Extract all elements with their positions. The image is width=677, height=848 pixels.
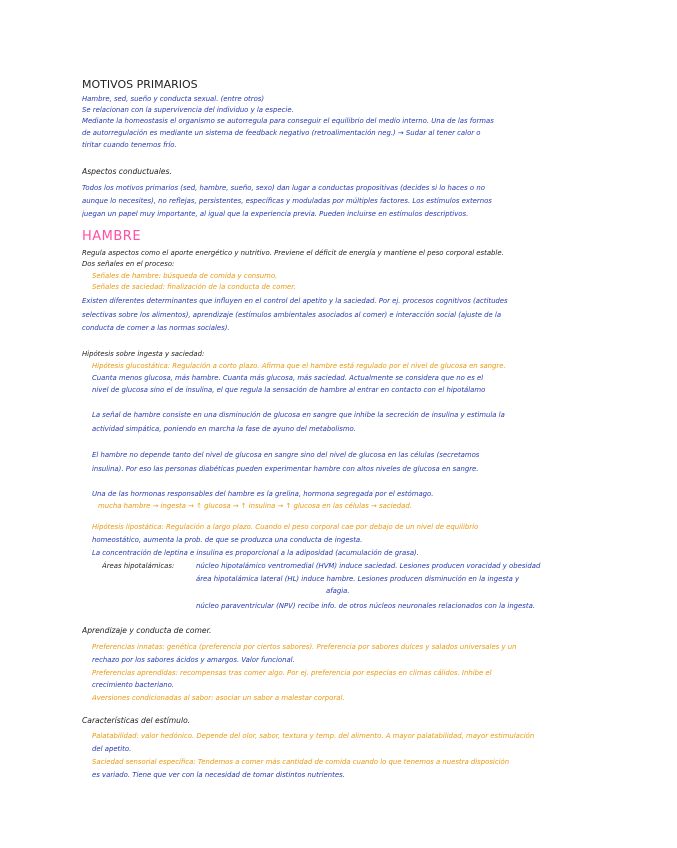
note-line: Saciedad sensorial específica: Tendemos a comer más cantidad de comida cuando lo que tenemos a nuestra disposición [92, 758, 510, 766]
note-line: afagia. [326, 587, 350, 595]
note-line: Hipótesis lipostática: Regulación a largo plazo. Cuando el peso corporal cae por debajo de un nivel de equilibrio [92, 523, 479, 531]
note-line: La señal de hambre consiste en una disminución de glucosa en sangre que inhibe la secreción de insulina y estimula la [92, 411, 505, 419]
section-title-hambre: HAMBRE [82, 229, 142, 244]
note-line: Regula aspectos como el aporte energético y nutritivo. Previene el déficit de energía y mantiene el peso corporal estable. [82, 249, 504, 257]
note-line: insulina). Por eso las personas diabéticas pueden experimentar hambre con altos niveles de glucosa en sangre. [92, 465, 479, 473]
note-line: Cuanta menos glucosa, más hambre. Cuanta más glucosa, más saciedad. Actualmente se considera que no es el [92, 374, 484, 382]
section-title-motivos: MOTIVOS PRIMARIOS [82, 78, 198, 91]
note-line: de autorregulación es mediante un sistema de feedback negativo (retroalimentación neg.) → Sudar al tener calor o [82, 129, 481, 137]
note-line: selectivas sobre los alimentos), aprendizaje (estímulos ambientales asociados al comer) e interacción social (ajuste de la [82, 311, 502, 319]
section-title-hipotesis: Hipótesis sobre ingesta y saciedad: [82, 350, 205, 358]
note-line: conducta de comer a las normas sociales). [82, 324, 230, 332]
note-line: juegan un papel muy importante, al igual que la experiencia previa. Pueden incluirse en estímulos descriptivos. [82, 210, 469, 218]
section-title-aprendizaje: Aprendizaje y conducta de comer. [82, 626, 212, 635]
note-line: Se relacionan con la supervivencia del individuo y la especie. [82, 106, 294, 114]
note-line: núcleo paraventricular (NPV) recibe info. de otros núcleos neuronales relacionados con la ingesta. [196, 602, 536, 610]
note-line: Mediante la homeostasis el organismo se autorregula para conseguir el equilibrio del medio interno. Una de las formas [82, 117, 494, 125]
note-line: Palatabilidad: valor hedónico. Depende del olor, sabor, textura y temp. del alimento. A mayor palatabilidad, mayor estimulación [92, 732, 535, 740]
note-line: Preferencias innatas: genética (preferencia por ciertos sabores). Preferencia por sabores dulces y salados universales y un [92, 643, 517, 651]
note-line: nivel de glucosa sino el de insulina, el que regula la sensación de hambre al entrar en contacto con el hipotálamo [92, 386, 486, 394]
note-line: aunque lo necesites), no reflejas, persistentes, específicas y moduladas por múltiples factores. Los estímulos externos [82, 197, 492, 205]
note-line: mucha hambre → ingesta → ↑ glucosa → ↑ insulina → ↑ glucosa en las células → saciedad. [98, 502, 412, 510]
note-line: homeostático, aumenta la prob. de que se produzca una conducta de ingesta. [92, 536, 363, 544]
section-title-aspectos: Aspectos conductuales. [82, 167, 172, 176]
note-line: del apetito. [92, 745, 132, 753]
note-line: es variado. Tiene que ver con la necesidad de tomar distintos nutrientes. [92, 771, 345, 779]
note-line: núcleo hipotalámico ventromedial (HVM) induce saciedad. Lesiones producen voracidad y obesidad [196, 562, 541, 570]
areas-label: Áreas hipotalámicas: [102, 562, 175, 570]
note-line: El hambre no depende tanto del nivel de glucosa en sangre sino del nivel de glucosa en las células (secretamos [92, 451, 480, 459]
note-line: área hipotalámica lateral (HL) induce hambre. Lesiones producen disminución en la ingesta y [196, 575, 520, 583]
note-line: Hipótesis glucostática: Regulación a corto plazo. Afirma que el hambre está regulado por el nivel de glucosa en sangre. [92, 362, 506, 370]
note-line: La concentración de leptina e insulina es proporcional a la adiposidad (acumulación de grasa). [92, 549, 419, 557]
section-title-caracteristicas: Características del estímulo. [82, 716, 191, 725]
note-line: Señales de saciedad: finalización de la conducta de comer. [92, 283, 296, 291]
note-line: Existen diferentes determinantes que influyen en el control del apetito y la saciedad. Por ej. procesos cognitivos (actitudes [82, 297, 508, 305]
note-line: crecimiento bacteriano. [92, 681, 174, 689]
note-line: Una de las hormonas responsables del hambre es la grelina, hormona segregada por el estómago. [92, 490, 434, 498]
note-line: Aversiones condicionadas al sabor: asociar un sabor a malestar corporal. [92, 694, 345, 702]
note-line: tiritar cuando tenemos frío. [82, 141, 177, 149]
note-line: rechazo por los sabores ácidos y amargos. Valor funcional. [92, 656, 295, 664]
note-line: Dos señales en el proceso: [82, 260, 175, 268]
note-line: Hambre, sed, sueño y conducta sexual. (entre otros) [82, 95, 265, 103]
note-line: Señales de hambre: búsqueda de comida y consumo. [92, 272, 278, 280]
note-line: Todos los motivos primarios (sed, hambre, sueño, sexo) dan lugar a conductas propositivas (decides si lo haces o no [82, 184, 485, 192]
note-line: Preferencias aprendidas: recompensas tras comer algo. Por ej. preferencia por especias en climas cálidos. Inhibe el [92, 669, 492, 677]
note-line: actividad simpática, poniendo en marcha la fase de ayuno del metabolismo. [92, 425, 356, 433]
